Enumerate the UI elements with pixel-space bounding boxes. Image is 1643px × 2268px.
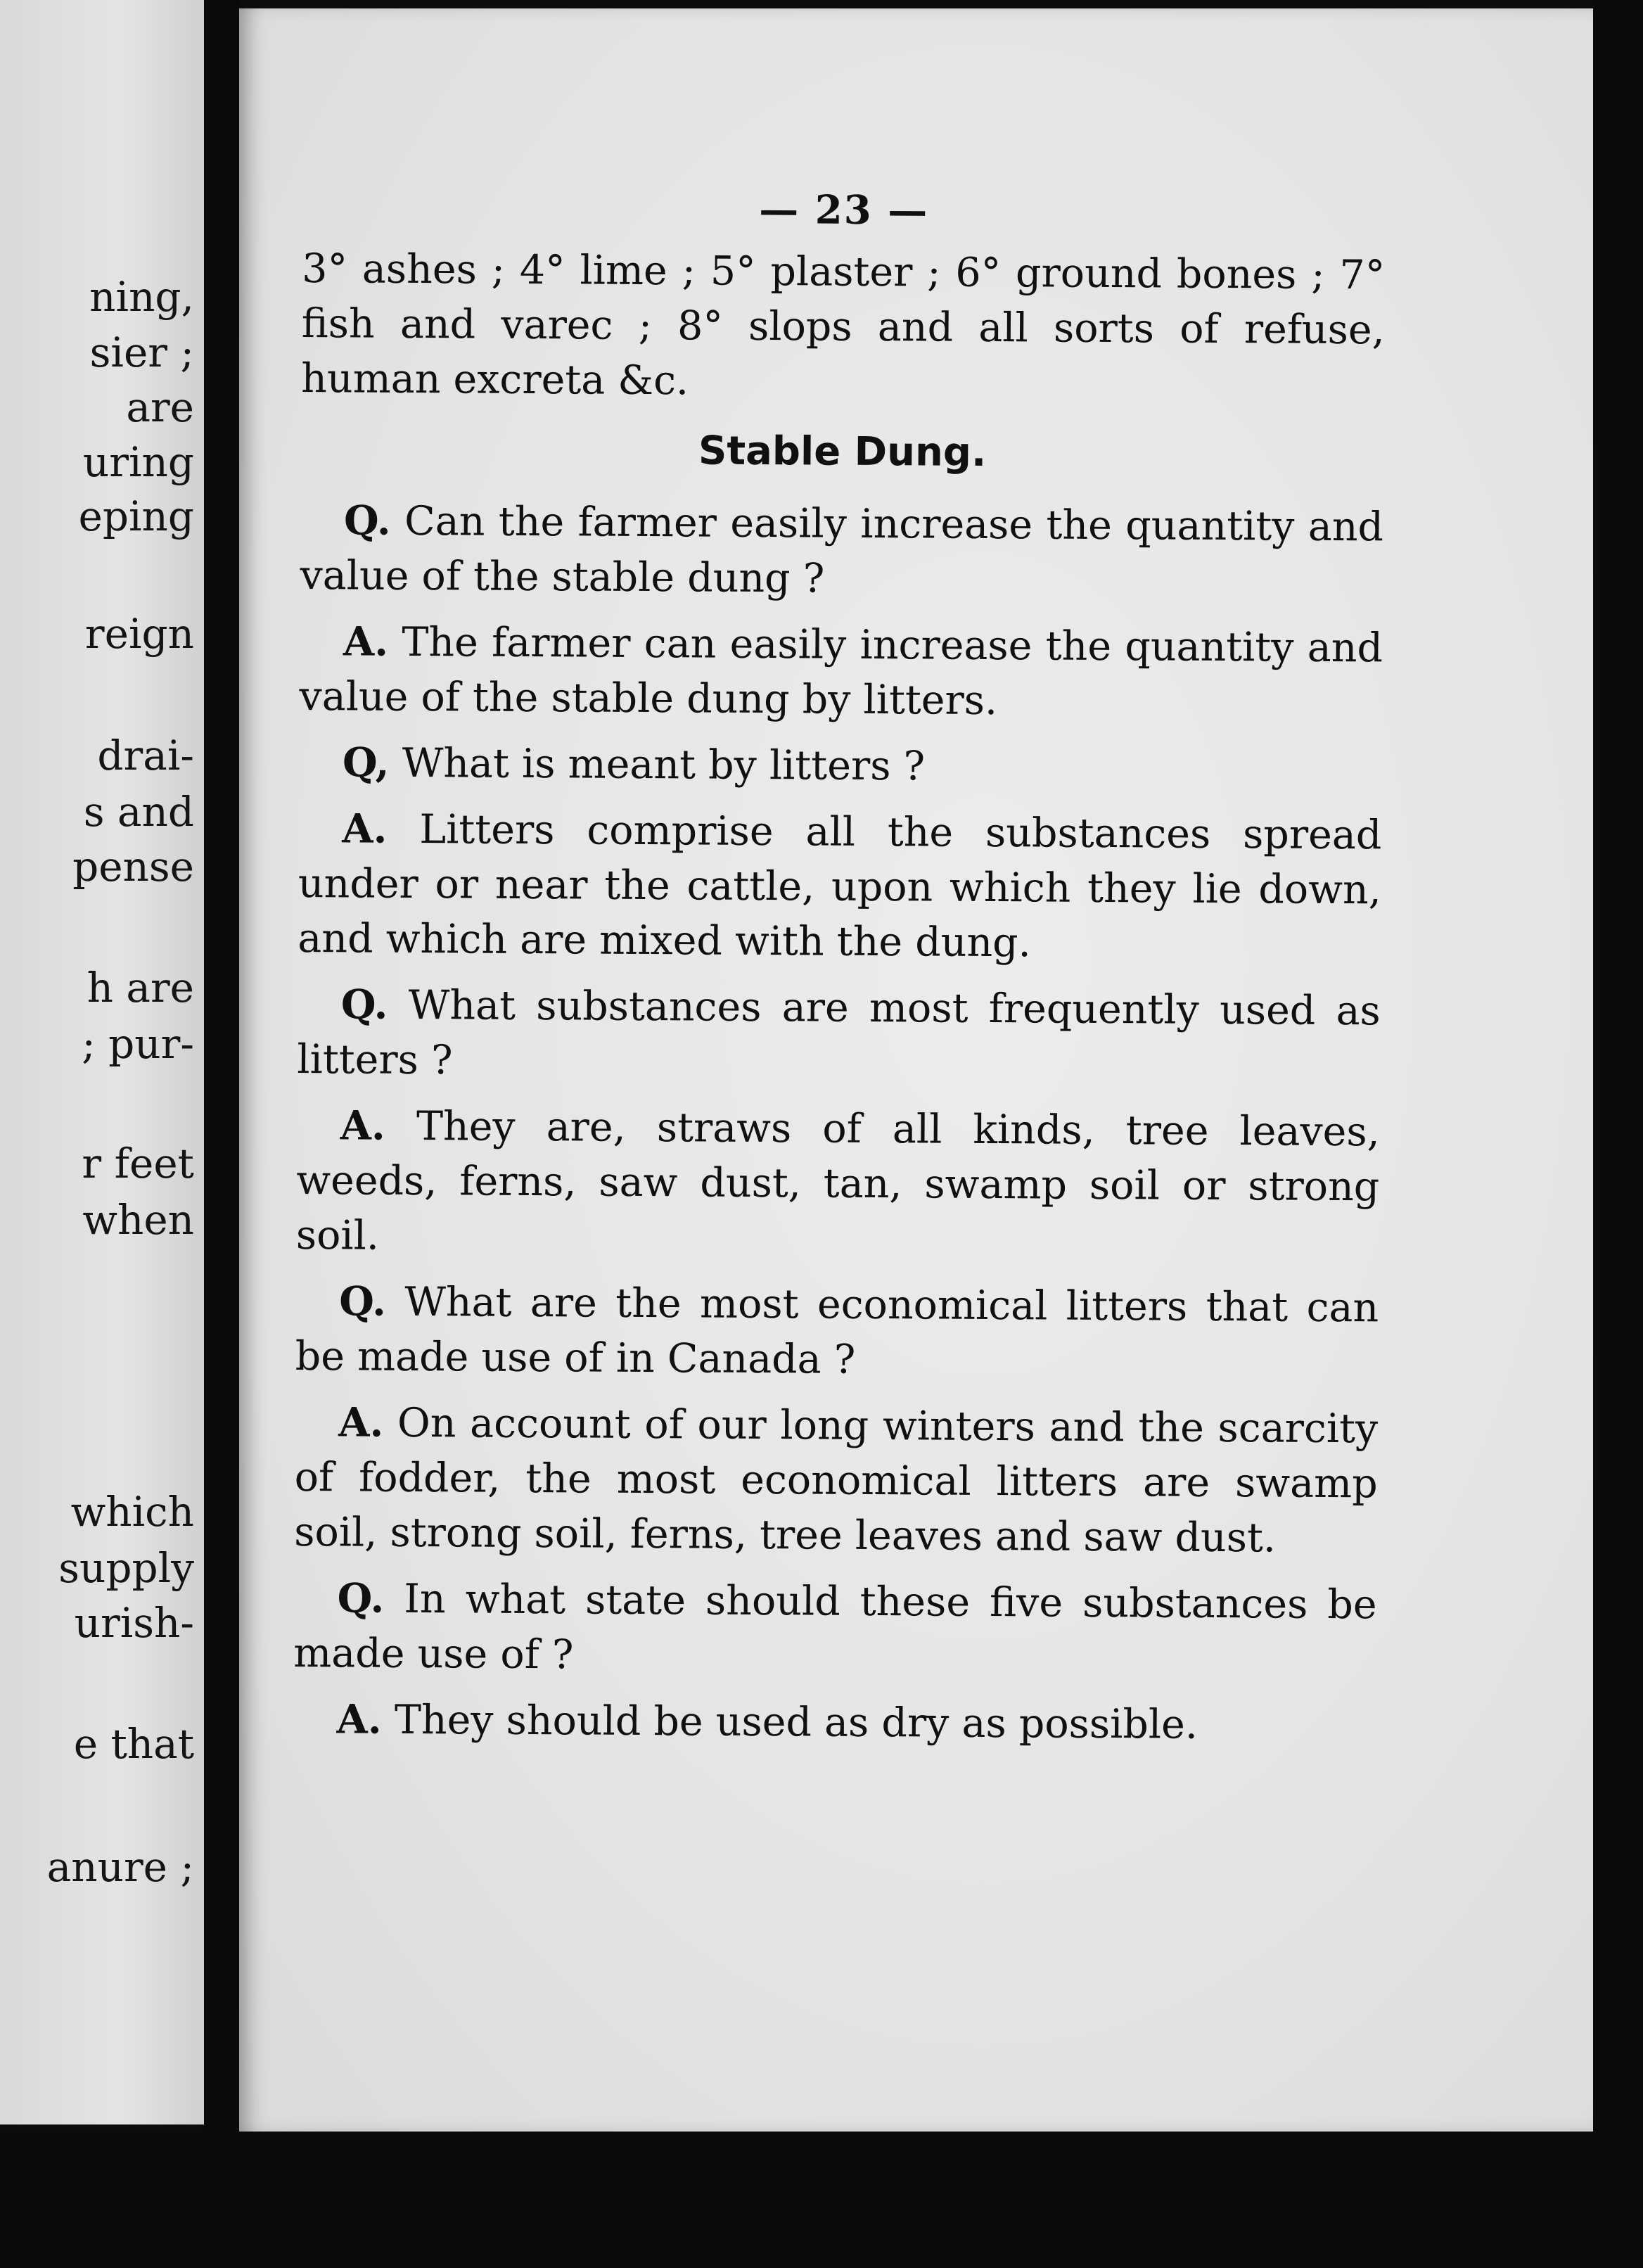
qa-text: In what state should these five substances be made use of ? bbox=[293, 1575, 1377, 1678]
left-page-line: uring bbox=[82, 438, 194, 486]
scan-border-bottom bbox=[0, 2132, 1643, 2268]
scan-border-right bbox=[1593, 0, 1643, 2268]
left-page-line: anure ; bbox=[46, 1843, 194, 1891]
qa-text: Can the farmer easily increase the quantity and value of the stable dung ? bbox=[300, 497, 1384, 602]
qa-lead: A. bbox=[340, 1102, 386, 1149]
page-text bbox=[293, 179, 1386, 1764]
left-page-line: ; pur- bbox=[82, 1020, 194, 1068]
left-page-line: h are bbox=[87, 964, 194, 1012]
qa-paragraph bbox=[296, 1098, 1380, 1269]
qa-paragraph bbox=[299, 735, 1382, 796]
left-page-line: sier ; bbox=[89, 329, 194, 376]
left-page-line: eping bbox=[78, 492, 194, 540]
qa-text: The farmer can easily increase the quantity and value of the stable dung by litters. bbox=[299, 618, 1383, 725]
qa-lead: A. bbox=[342, 805, 388, 853]
qa-text: They are, straws of all kinds, tree leaves, weeds, ferns, saw dust, tan, swamp soil or strong soil. bbox=[295, 1103, 1380, 1259]
qa-paragraph bbox=[294, 1395, 1378, 1566]
qa-lead: A. bbox=[338, 1399, 384, 1446]
qa-text: On account of our long winters and the scarcity of fodder, the most economical litters are swamp soil, strong soil, ferns, tree leaves and saw dust. bbox=[294, 1399, 1379, 1562]
left-page-line: reign bbox=[84, 610, 194, 658]
qa-lead: A. bbox=[336, 1695, 382, 1743]
page-number: — 23 — bbox=[759, 186, 929, 234]
left-page-line: pense bbox=[72, 843, 194, 891]
left-page-line: drai- bbox=[97, 732, 194, 779]
qa-text: They should be used as dry as possible. bbox=[394, 1696, 1198, 1748]
qa-paragraph bbox=[293, 1692, 1376, 1753]
qa-paragraph bbox=[299, 614, 1383, 730]
qa-text: What are the most economical litters that can be made use of in Canada ? bbox=[295, 1278, 1379, 1383]
left-page-line: e that bbox=[73, 1720, 194, 1768]
left-page-line: when bbox=[82, 1196, 194, 1244]
qa-text: What substances are most frequently used as litters ? bbox=[297, 981, 1381, 1084]
qa-lead: Q. bbox=[340, 981, 388, 1028]
qa-lead: Q. bbox=[337, 1574, 385, 1622]
qa-paragraph bbox=[297, 977, 1381, 1093]
qa-text: Litters comprise all the substances spread under or near the cattle, upon which they lie down, and which are mixed with the dung. bbox=[298, 806, 1382, 967]
qa-paragraph bbox=[298, 801, 1381, 972]
left-page-line: which bbox=[70, 1488, 194, 1536]
qa-paragraph bbox=[300, 493, 1383, 609]
intro-paragraph: 3° ashes ; 4° lime ; 5° plaster ; 6° ground bones ; 7° fish and varec ; 8° slops and all sorts of refuse, human excreta &c. bbox=[301, 245, 1386, 404]
qa-paragraph bbox=[295, 1274, 1379, 1390]
qa-text: What is meant by litters ? bbox=[402, 739, 926, 790]
left-page-line: urish- bbox=[74, 1599, 194, 1647]
book-gutter bbox=[204, 0, 239, 2268]
qa-lead: A. bbox=[343, 618, 389, 665]
left-page-line: s and bbox=[83, 788, 194, 836]
qa-lead: Q, bbox=[342, 739, 390, 786]
qa-paragraph bbox=[293, 1571, 1377, 1687]
left-page-line: r feet bbox=[82, 1140, 194, 1187]
facing-page-left bbox=[0, 0, 204, 2124]
qa-lead: Q. bbox=[339, 1278, 387, 1325]
section-title: Stable Dung. bbox=[698, 428, 987, 476]
qa-lead: Q. bbox=[343, 497, 391, 544]
left-page-line: are bbox=[126, 383, 194, 431]
left-page-line: supply bbox=[58, 1544, 194, 1592]
left-page-line: ning, bbox=[89, 273, 194, 321]
